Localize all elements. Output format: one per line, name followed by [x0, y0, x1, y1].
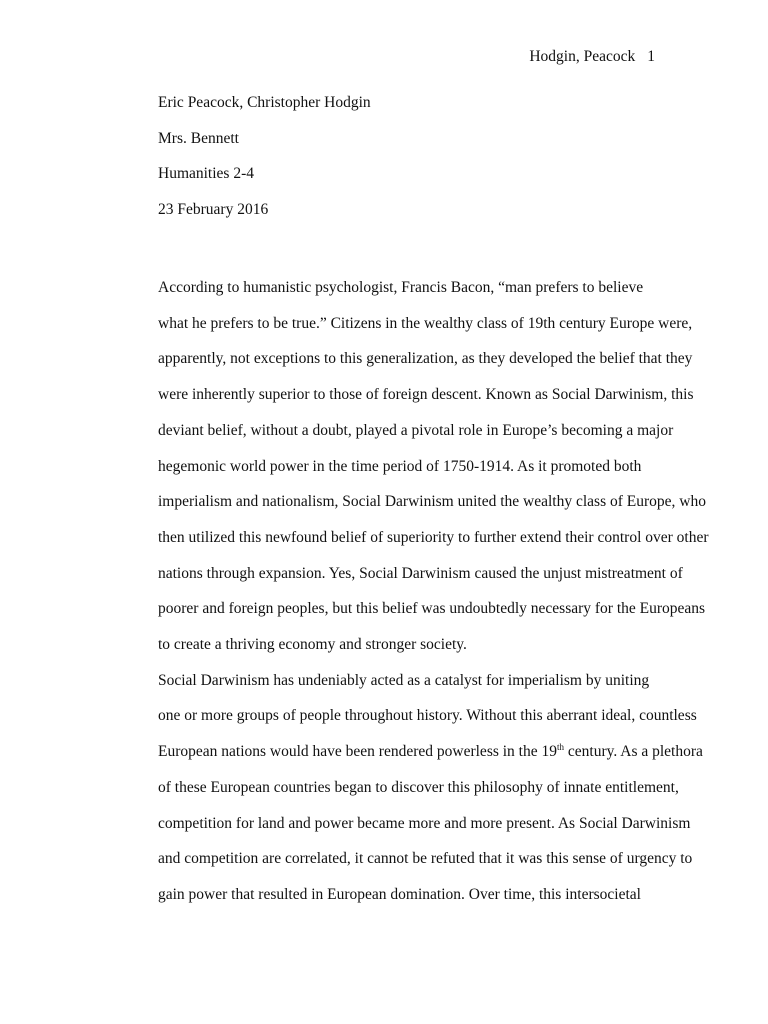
paragraph-line: deviant belief, without a doubt, played a pivotal role in Europe’s becoming a major	[158, 421, 674, 439]
paragraph-line: hegemonic world power in the time period of 1750-1914. As it promoted both	[158, 457, 642, 475]
paragraph-line: According to humanistic psychologist, Francis Bacon, “man prefers to believe	[158, 279, 644, 296]
page-number: 1	[647, 48, 655, 65]
paragraph-line: and competition are correlated, it cannot be refuted that it was this sense of urgency to	[158, 850, 693, 868]
paragraph-line: what he prefers to be true.” Citizens in the wealthy class of 19th century Europe were,	[158, 314, 693, 332]
paragraph-line: one or more groups of people throughout history. Without this aberrant ideal, countless	[158, 707, 697, 725]
paragraph-line	[113, 734, 703, 770]
paragraph-line: to create a thriving economy and stronger society.	[158, 636, 467, 654]
paragraph-line: Social Darwinism has undeniably acted as a catalyst for imperialism by uniting	[158, 671, 650, 689]
paragraph-1	[113, 270, 709, 663]
paragraph-line: poorer and foreign peoples, but this belief was undoubtedly necessary for the Europeans	[158, 600, 706, 618]
running-head-text: Hodgin, Peacock	[529, 48, 636, 65]
paragraph-line: of these European countries began to discover this philosophy of innate entitlement,	[158, 778, 679, 796]
heading-block	[158, 93, 371, 236]
essay-body	[113, 270, 709, 913]
paragraph-2	[113, 663, 703, 913]
paragraph-line: gain power that resulted in European domination. Over time, this intersocietal	[158, 885, 641, 903]
sup-line-after: century. As a plethora	[564, 743, 703, 761]
paragraph-line: imperialism and nationalism, Social Darwinism united the wealthy class of Europe, who	[158, 493, 706, 511]
ordinal-superscript: th	[557, 742, 565, 753]
running-header	[529, 47, 655, 67]
paragraph-line: were inherently superior to those of foreign descent. Known as Social Darwinism, this	[158, 386, 694, 404]
sup-line-before: European nations would have been rendered powerless in the 19	[158, 743, 557, 761]
teacher-name: Mrs. Bennett	[158, 129, 239, 147]
paragraph-line: then utilized this newfound belief of superiority to further extend their control over other	[158, 528, 709, 546]
paragraph-line: competition for land and power became more and more present. As Social Darwinism	[158, 814, 691, 832]
paragraph-line: nations through expansion. Yes, Social Darwinism caused the unjust mistreatment of	[158, 564, 683, 582]
course-name: Humanities 2-4	[158, 165, 254, 183]
document-date: 23 February 2016	[158, 201, 269, 219]
paragraph-line: apparently, not exceptions to this generalization, as they developed the belief that they	[158, 350, 693, 368]
author-names: Eric Peacock, Christopher Hodgin	[158, 94, 371, 111]
